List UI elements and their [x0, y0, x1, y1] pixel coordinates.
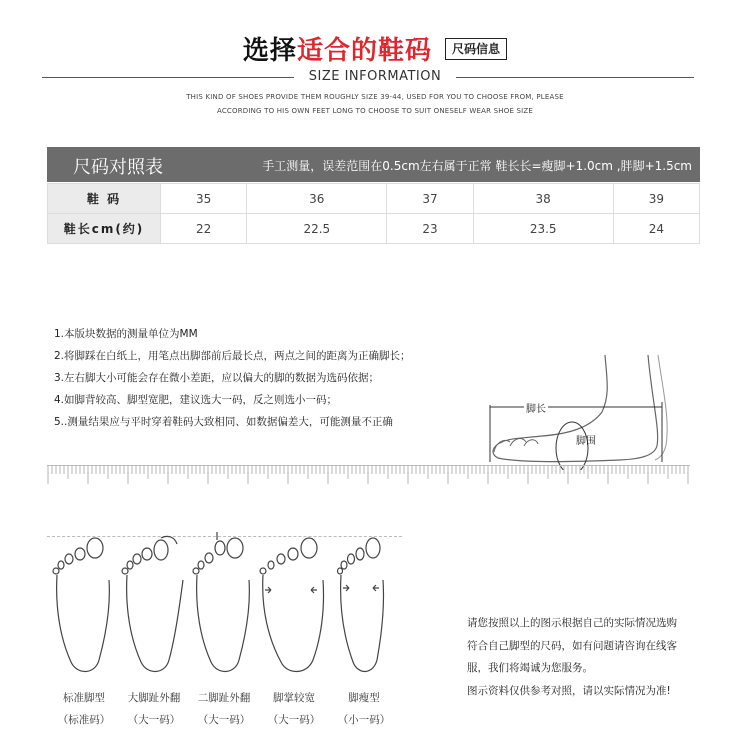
- note-line-4: 图示资料仅供参考对照，请以实际情况为准!: [467, 685, 671, 697]
- foot-measure-illustration: [480, 350, 700, 470]
- subtitle: SIZE INFORMATION: [308, 69, 442, 84]
- title-black: 选择: [242, 36, 297, 66]
- divider-right: [456, 77, 694, 78]
- bunion-foot-icon: [122, 536, 183, 671]
- description-line-1: THIS KIND OF SHOES PROVIDE THEM ROUGHLY SIZE 39-44, USED FOR YOU TO CHOOSE FROM, PLEASE: [186, 93, 564, 101]
- instruction-5: 5..测量结果应与平时穿着鞋码大致相同、如数据偏差大，可能测量不正确: [54, 416, 393, 428]
- foot-type-advice-second-toe: （大一码）: [197, 714, 251, 726]
- foot-type-name-second-toe: 二脚趾外翻: [197, 692, 251, 704]
- second-toe-foot-icon: [193, 532, 249, 672]
- foot-type-name-narrow: 脚瘦型: [348, 692, 380, 704]
- table-cell: 39: [613, 184, 699, 214]
- table-cell: 24: [613, 214, 699, 244]
- table-cell: 35: [161, 184, 247, 214]
- ruler: [47, 465, 690, 488]
- table-cell: 37: [387, 184, 473, 214]
- instruction-3: 3.左右脚大小可能会存在微小差距，应以偏大的脚的数据为选码依据；: [54, 372, 380, 384]
- page-title: [0, 30, 750, 67]
- foot-type-advice-narrow: （小一码）: [337, 714, 391, 726]
- instruction-1: 1.本版块数据的测量单位为MM: [54, 328, 198, 340]
- table-row-length: [48, 214, 700, 244]
- standard-foot-icon: [53, 538, 109, 672]
- foot-type-advice-bunion: （大一码）: [127, 714, 181, 726]
- instruction-2: 2.将脚踩在白纸上，用笔点出脚部前后最长点，两点之间的距离为正确脚长；: [54, 350, 411, 362]
- table-title: 尺码对照表: [73, 157, 163, 178]
- foot-girth-label: 脚围: [576, 436, 596, 447]
- instruction-4: 4.如脚背较高、脚型宽肥，建议选大一码，反之则选小一码；: [54, 394, 338, 406]
- narrow-foot-icon: [338, 538, 384, 672]
- foot-type-advice-standard: （标准码）: [57, 714, 111, 726]
- table-cell: 38: [473, 184, 613, 214]
- note-line-2: 符合自己脚型的尺码，如有问题请咨询在线客: [467, 640, 677, 652]
- note-line-3: 服，我们将竭诚为您服务。: [467, 662, 593, 674]
- table-cell: 36: [247, 184, 387, 214]
- title-main: [243, 36, 432, 66]
- note-line-1: 请您按照以上的图示根据自己的实际情况选购: [467, 617, 677, 629]
- table-note: 手工测量，误差范围在0.5cm左右属于正常 鞋长长=瘦脚+1.0cm ,胖脚+1.5cm: [262, 159, 692, 173]
- description-line-2: ACCORDING TO HIS OWN FEET LONG TO CHOOSE TO SUIT ONESELF WEAR SHOE SIZE: [216, 107, 534, 115]
- table-cell: 22.5: [247, 214, 387, 244]
- table-row-size: [48, 184, 700, 214]
- row-label-length: 鞋长cm(约): [48, 214, 161, 244]
- title-red: 适合的鞋码: [296, 36, 432, 66]
- foot-length-label: 脚长: [524, 400, 548, 415]
- title-badge: 尺码信息: [445, 38, 507, 60]
- foot-type-name-wide: 脚掌较宽: [273, 692, 315, 704]
- foot-type-name-standard: 标准脚型: [63, 692, 105, 704]
- divider-left: [42, 77, 294, 78]
- table-cell: 23: [387, 214, 473, 244]
- table-cell: 23.5: [473, 214, 613, 244]
- size-table: [47, 183, 700, 244]
- wide-foot-icon: [260, 538, 324, 672]
- foot-types-illustration: [47, 530, 397, 680]
- table-header: [47, 147, 700, 182]
- table-cell: 22: [161, 214, 247, 244]
- foot-type-name-bunion: 大脚趾外翻: [127, 692, 181, 704]
- foot-type-advice-wide: （大一码）: [267, 714, 321, 726]
- row-label-size: 鞋 码: [48, 184, 161, 214]
